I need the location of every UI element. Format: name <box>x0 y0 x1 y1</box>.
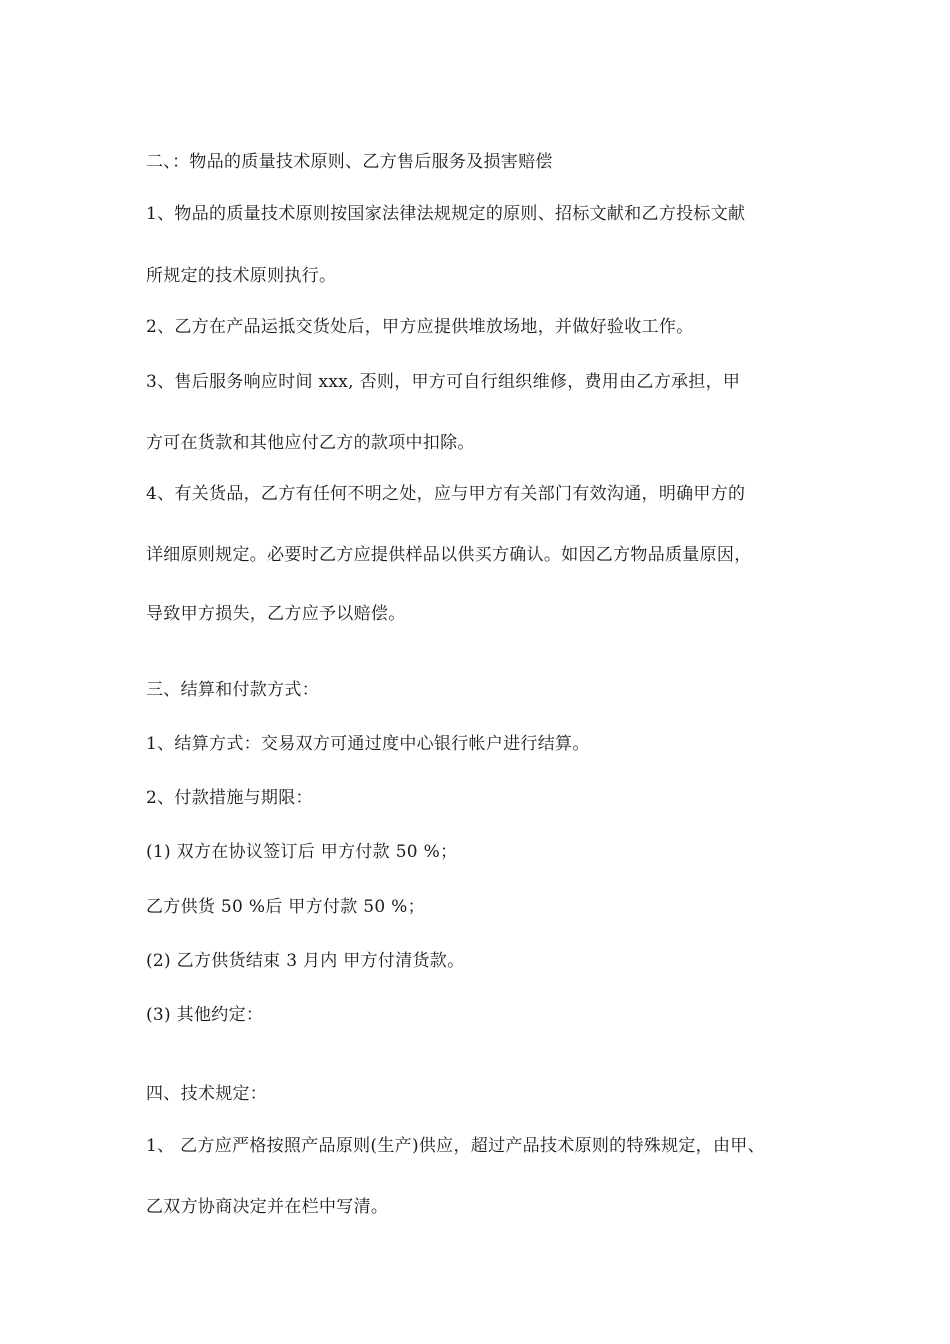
paragraph-line: 方可在货款和其他应付乙方的款项中扣除。 <box>146 433 475 453</box>
paragraph-line: (1) 双方在协议签订后 甲方付款 50 %； <box>146 842 458 862</box>
paragraph-line: 乙双方协商决定并在栏中写清。 <box>146 1197 389 1217</box>
paragraph-line: 导致甲方损失，乙方应予以赔偿。 <box>146 604 406 624</box>
paragraph-line: 4、有关货品，乙方有任何不明之处，应与甲方有关部门有效沟通，明确甲方的 <box>146 484 746 504</box>
paragraph-line: 2、付款措施与期限： <box>146 788 313 808</box>
paragraph-line: 详细原则规定。必要时乙方应提供样品以供买方确认。如因乙方物品质量原因， <box>146 545 752 565</box>
paragraph-line: 所规定的技术原则执行。 <box>146 266 337 286</box>
paragraph-line: (2) 乙方供货结束 3 月内 甲方付清货款。 <box>146 951 465 971</box>
paragraph-line: 乙方供货 50 %后 甲方付款 50 %； <box>146 897 425 917</box>
paragraph-line: 1、物品的质量技术原则按国家法律法规规定的原则、招标文献和乙方投标文献 <box>146 204 746 224</box>
section-4-heading: 四、技术规定： <box>146 1084 268 1104</box>
paragraph-line: 2、乙方在产品运抵交货处后，甲方应提供堆放场地，并做好验收工作。 <box>146 317 694 337</box>
paragraph-line: 1、 乙方应严格按照产品原则(生产)供应，超过产品技术原则的特殊规定，由甲、 <box>146 1136 765 1156</box>
section-3-heading: 三、结算和付款方式： <box>146 680 319 700</box>
paragraph-line: 3、售后服务响应时间 xxx, 否则，甲方可自行组织维修，费用由乙方承担，甲 <box>146 372 741 392</box>
section-2-heading: 二、：物品的质量技术原则、乙方售后服务及损害赔偿 <box>146 152 553 172</box>
paragraph-line: (3) 其他约定： <box>146 1005 264 1025</box>
paragraph-line: 1、结算方式：交易双方可通过度中心银行帐户进行结算。 <box>146 734 590 754</box>
